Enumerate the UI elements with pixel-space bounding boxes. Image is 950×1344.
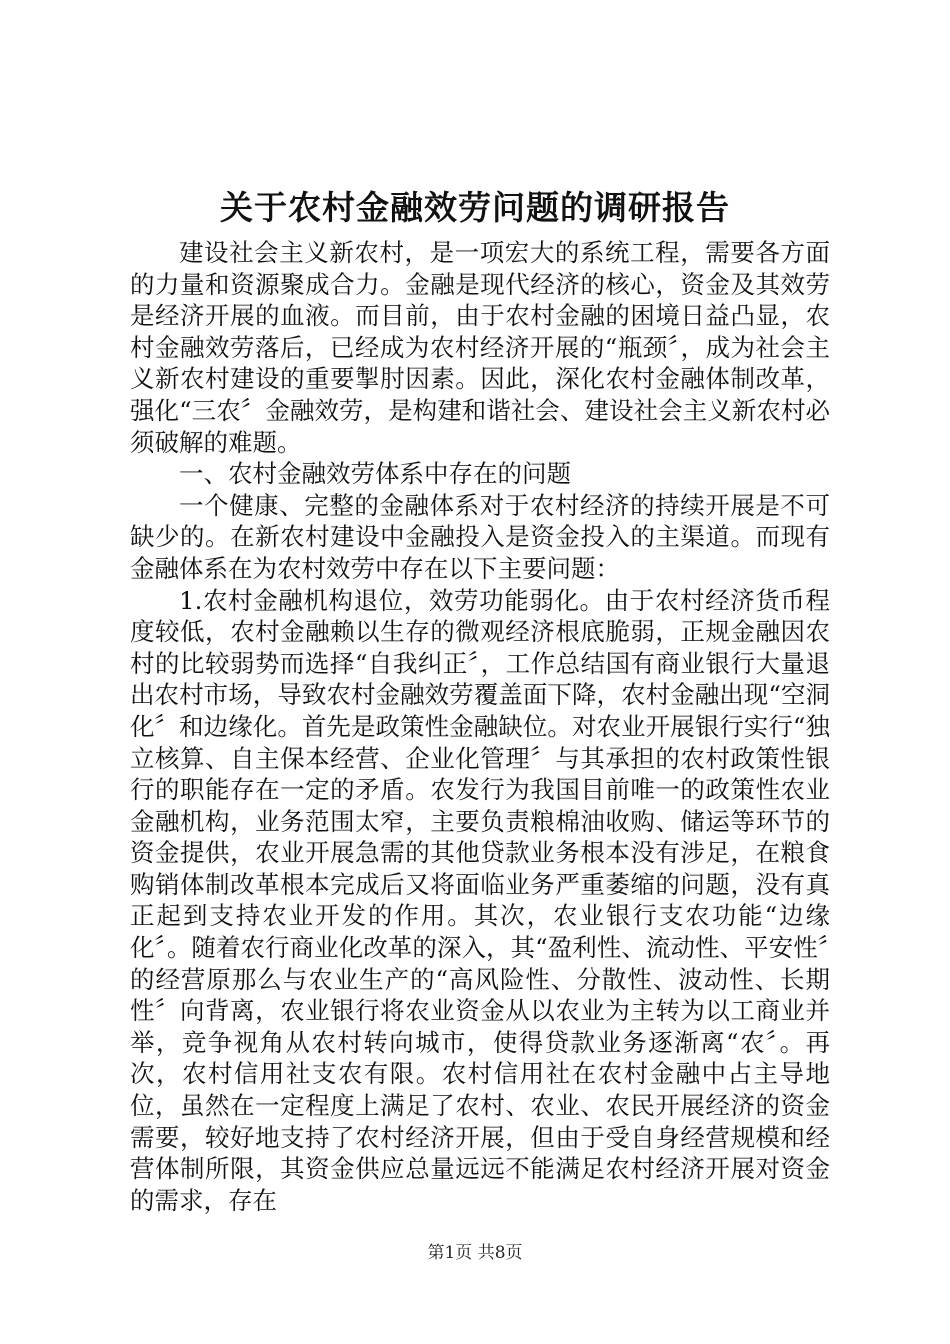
paragraph-section-intro: 一个健康、完整的金融体系对于农村经济的持续开展是不可缺少的。在新农村建设中金融投入是资金投入的主渠道。而现有金融体系在为农村效劳中存在以下主要问题： <box>130 490 830 583</box>
document-title: 关于农村金融效劳问题的调研报告 <box>220 188 730 227</box>
section-heading: 一、农村金融效劳体系中存在的问题 <box>179 459 571 489</box>
paragraph-intro: 建设社会主义新农村，是一项宏大的系统工程，需要各方面的力量和资源聚成合力。金融是现代经济的核心，资金及其效劳是经济开展的血液。而目前，由于农村金融的困境日益凸显，农村金融效劳落后，已经成为农村经济开展的“瓶颈〞，成为社会主义新农村建设的重要掣肘因素。因此，深化农村金融体制改革，强化“三农〞金融效劳，是构建和谐社会、建设社会主义新农村必须破解的难题。 <box>130 238 830 457</box>
paragraph-point-1: 1.农村金融机构退位，效劳功能弱化。由于农村经济货币程度较低，农村金融赖以生存的微观经济根底脆弱，正规金融因农村的比较弱势而选择“自我纠正〞，工作总结国有商业银行大量退出农村市场，导致农村金融效劳覆盖面下降，农村金融出现“空洞化〞和边缘化。首先是政策性金融缺位。对农业开展银行实行“独立核算、自主保本经营、企业化管理〞与其承担的农村政策性银行的职能存在一定的矛盾。农发行为我国目前唯一的政策性农业金融机构，业务范围太窄，主要负责粮棉油收购、储运等环节的资金提供，农业开展急需的其他贷款业务根本没有涉足，在粮食购销体制改革根本完成后又将面临业务严重萎缩的问题，没有真正起到支持农业开发的作用。其次，农业银行支农功能“边缘化〞。随着农行商业化改革的深入，其“盈利性、流动性、平安性〞的经营原那么与农业生产的“高风险性、分散性、波动性、长期性〞向背离，农业银行将农业资金从以农业为主转为以工商业并举，竞争视角从农村转向城市，使得贷款业务逐渐离“农〞。再次，农村信用社支农有限。农村信用社在农村金融中占主导地位，虽然在一定程度上满足了农村、农业、农民开展经济的资金需要，较好地支持了农村经济开展，但由于受自身经营规模和经营体制所限，其资金供应总量远远不能满足农村经济开展对资金的需求，存在 <box>130 585 830 1215</box>
page-number-footer: 第1页 共8页 <box>427 1243 523 1263</box>
document-body <box>130 237 830 1216</box>
